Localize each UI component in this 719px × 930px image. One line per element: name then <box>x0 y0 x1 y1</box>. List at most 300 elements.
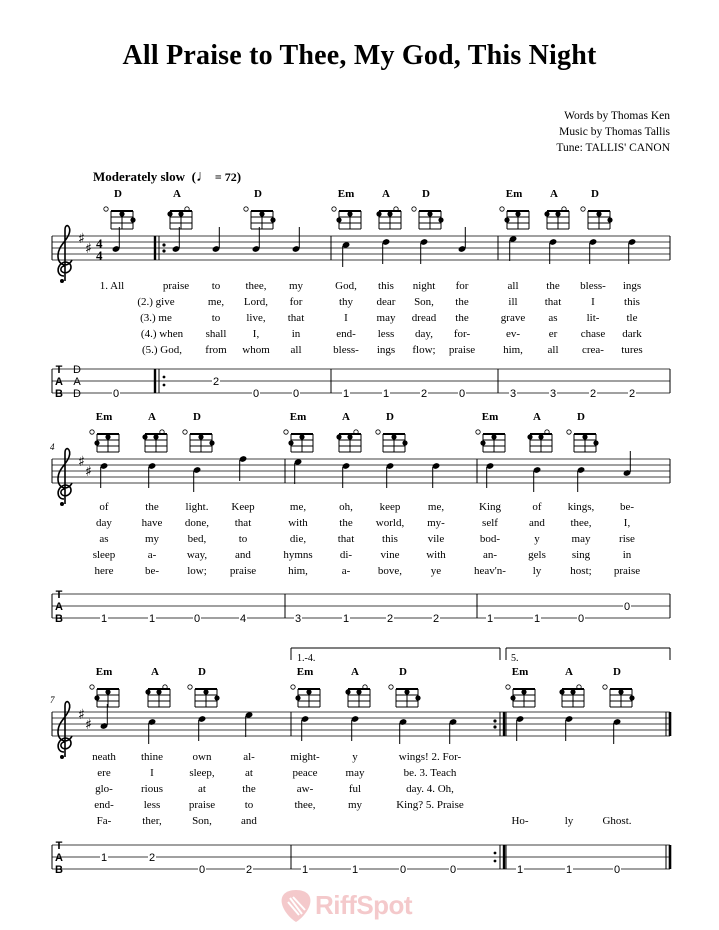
finger-dot <box>270 217 275 222</box>
tab-fret-number: 2 <box>148 852 156 864</box>
lyric-syllable: to <box>211 280 221 292</box>
logo-wordmark: RiffSpot <box>315 890 413 920</box>
lyric-syllable: world, <box>375 517 405 529</box>
lyric-syllable: (4.) when <box>140 328 184 340</box>
lyric-syllable: may <box>345 767 365 779</box>
lyric-syllable: keep <box>379 501 401 513</box>
tab-label: A <box>55 852 63 864</box>
lyric-syllable: end- <box>94 799 114 811</box>
tab-label: B <box>55 613 63 625</box>
tab-fret-number: 1 <box>565 864 573 876</box>
lyric-syllable: Son, <box>414 296 434 308</box>
lyric-syllable: praise <box>229 565 257 577</box>
sharp-icon: ♯ <box>85 241 92 257</box>
lyric-syllable: ther, <box>142 815 162 827</box>
lyric-syllable: ye <box>430 565 442 577</box>
lyric-syllable: my <box>288 280 304 292</box>
finger-dot <box>491 434 496 439</box>
finger-dot <box>504 217 509 222</box>
chord-name: Em <box>95 666 113 678</box>
open-string-marker <box>90 685 94 689</box>
open-string-name: D <box>73 364 81 376</box>
sharp-icon: ♯ <box>78 707 85 723</box>
lyric-syllable: I, <box>623 517 631 529</box>
tab-label: B <box>55 388 63 400</box>
lyric-syllable: own <box>192 751 212 763</box>
lyric-syllable: Lord, <box>243 296 269 308</box>
finger-dot <box>559 689 564 694</box>
lyric-syllable: as <box>548 312 558 324</box>
open-string-marker <box>412 207 416 211</box>
lyric-syllable: die, <box>289 533 307 545</box>
finger-dot <box>203 689 208 694</box>
tab-fret-number: 1 <box>148 613 156 625</box>
finger-dot <box>480 440 485 445</box>
song-title: All Praise to Thee, My God, This Night <box>122 40 597 71</box>
finger-dot <box>347 434 352 439</box>
lyric-syllable: all <box>507 280 519 292</box>
tab-fret-number: 0 <box>458 388 466 400</box>
lyric-syllable: y <box>534 533 540 545</box>
chord-name: A <box>533 411 541 423</box>
lyric-syllable: al- <box>243 751 255 763</box>
tab-fret-number: 1 <box>486 613 494 625</box>
lyric-syllable: Ho- <box>511 815 529 827</box>
open-string-marker <box>284 430 288 434</box>
finger-dot <box>510 695 515 700</box>
lyric-syllable: Keep <box>231 501 255 513</box>
tab-repeat-dot <box>494 860 497 863</box>
tab-label: A <box>55 376 63 388</box>
lyric-syllable: bed, <box>187 533 207 545</box>
lyric-syllable: bod- <box>479 533 501 545</box>
lyric-syllable: kings, <box>567 501 595 513</box>
tab-fret-number: 1 <box>382 388 390 400</box>
lyric-syllable: crea- <box>582 344 604 356</box>
lyric-syllable: me, <box>427 501 445 513</box>
chord-name: Em <box>296 666 314 678</box>
tab-repeat-dot <box>163 384 166 387</box>
tab-fret-number: 0 <box>623 601 631 613</box>
chord-name: A <box>148 411 156 423</box>
lyric-syllable: vine <box>380 549 400 561</box>
chord-name: D <box>386 411 394 423</box>
lyric-syllable: ings <box>622 280 642 292</box>
lyric-syllable: of <box>532 501 542 513</box>
lyric-syllable: dear <box>376 296 396 308</box>
lyric-syllable: I <box>591 296 595 308</box>
lyric-syllable: that <box>337 533 355 545</box>
chord-name: D <box>254 188 262 200</box>
finger-dot <box>402 440 407 445</box>
finger-dot <box>153 434 158 439</box>
lyric-syllable: him, <box>503 344 523 356</box>
lyric-syllable: (3.) me <box>140 312 172 324</box>
treble-clef-dot <box>60 755 64 759</box>
chord-name: D <box>198 666 206 678</box>
finger-dot <box>94 695 99 700</box>
chord-name: D <box>577 411 585 423</box>
lyric-syllable: sleep <box>92 549 116 561</box>
repeat-dot <box>162 243 165 246</box>
lyric-syllable: less <box>377 328 395 340</box>
lyric-syllable: me, <box>289 501 307 513</box>
lyric-syllable: 1. All <box>99 280 125 292</box>
chord-name: Em <box>95 411 113 423</box>
lyric-syllable: the <box>145 501 159 513</box>
lyric-syllable: dread <box>411 312 437 324</box>
finger-dot <box>582 434 587 439</box>
lyric-syllable: be- <box>144 565 160 577</box>
lyric-syllable: a- <box>147 549 157 561</box>
chord-name: A <box>342 411 350 423</box>
finger-dot <box>214 695 219 700</box>
lyric-syllable: er <box>548 328 558 340</box>
finger-dot <box>167 211 172 216</box>
tab-label: B <box>55 864 63 876</box>
system-3 <box>50 666 670 876</box>
lyric-syllable: hymns <box>283 549 313 561</box>
lyric-syllable: thy <box>338 296 354 308</box>
finger-dot <box>427 211 432 216</box>
finger-dot <box>209 440 214 445</box>
finger-dot <box>538 434 543 439</box>
finger-dot <box>145 689 150 694</box>
lyric-syllable: for- <box>453 328 471 340</box>
tab-fret-number: 2 <box>212 376 220 388</box>
treble-clef-icon <box>58 226 72 281</box>
tab-fret-number: 0 <box>112 388 120 400</box>
tempo-marking: Moderately slow (♩ = 72) <box>93 168 242 185</box>
tab-fret-number: 0 <box>399 864 407 876</box>
lyric-syllable: might- <box>290 751 320 763</box>
lyric-syllable: may <box>376 312 396 324</box>
riffspot-logo <box>279 888 449 928</box>
tab-fret-number: 1 <box>301 864 309 876</box>
tab-fret-number: 3 <box>294 613 302 625</box>
chord-name: D <box>193 411 201 423</box>
finger-dot <box>555 211 560 216</box>
lyric-syllable: glo- <box>95 783 113 795</box>
chord-name: A <box>351 666 359 678</box>
tab-fret-number: 3 <box>549 388 557 400</box>
open-string-marker <box>567 430 571 434</box>
lyric-syllable: ev- <box>505 328 521 340</box>
lyric-syllable: (2.) give <box>137 296 175 308</box>
lyric-syllable: whom <box>242 344 270 356</box>
lyric-syllable: be. 3. Teach <box>403 767 457 779</box>
lyric-syllable: to <box>238 533 248 545</box>
finger-dot <box>596 211 601 216</box>
treble-clef-dot <box>60 279 64 283</box>
lyric-syllable: that <box>287 312 305 324</box>
finger-dot <box>336 217 341 222</box>
lyric-syllable: I, <box>252 328 260 340</box>
finger-dot <box>94 440 99 445</box>
open-string-name: A <box>73 376 81 388</box>
lyric-syllable: my <box>144 533 160 545</box>
lyric-syllable: the <box>339 517 353 529</box>
sharp-icon: ♯ <box>85 464 92 480</box>
system-2 <box>50 411 670 625</box>
lyric-syllable: ill <box>508 296 518 308</box>
lyric-syllable: dark <box>622 328 642 340</box>
finger-dot <box>376 211 381 216</box>
chord-name: A <box>565 666 573 678</box>
lyric-syllable: at <box>198 783 206 795</box>
tab-repeat-dot <box>494 852 497 855</box>
music-credit: Music by Thomas Tallis <box>559 126 670 138</box>
tab-fret-number: 2 <box>245 864 253 876</box>
lyric-syllable: ly <box>564 815 574 827</box>
lyric-syllable: this <box>624 296 640 308</box>
finger-dot <box>105 434 110 439</box>
repeat-dot <box>162 249 165 252</box>
chord-name: Em <box>505 188 523 200</box>
measure-number: 4 <box>50 442 55 452</box>
lyric-syllable: end- <box>336 328 356 340</box>
lyric-syllable: day, <box>415 328 433 340</box>
finger-dot <box>306 689 311 694</box>
lyric-syllable: me, <box>207 296 225 308</box>
lyric-syllable: day <box>96 517 112 529</box>
lyric-syllable: ere <box>97 767 111 779</box>
finger-dot <box>629 695 634 700</box>
chord-name: A <box>151 666 159 678</box>
tab-fret-number: 1 <box>100 852 108 864</box>
lyric-syllable: sleep, <box>189 767 215 779</box>
lyric-syllable: have <box>141 517 163 529</box>
finger-dot <box>130 217 135 222</box>
lyric-syllable: self <box>482 517 498 529</box>
finger-dot <box>142 434 147 439</box>
measure-number: 7 <box>50 695 55 705</box>
lyric-syllable: gels <box>528 549 546 561</box>
lyric-syllable: heav'n- <box>474 565 506 577</box>
open-string-marker <box>376 430 380 434</box>
lyric-syllable: with <box>288 517 308 529</box>
lyric-syllable: an- <box>482 549 498 561</box>
open-string-marker <box>603 685 607 689</box>
finger-dot <box>515 211 520 216</box>
lyric-syllable: wings! 2. For- <box>398 751 462 763</box>
tab-label: T <box>55 364 63 376</box>
lyric-syllable: live, <box>246 312 266 324</box>
time-signature-bottom: 4 <box>96 248 103 263</box>
lyric-syllable: my- <box>427 517 445 529</box>
quarter-note-icon: ♩ <box>195 168 212 185</box>
tune-credit: Tune: TALLIS' CANON <box>556 142 670 154</box>
open-string-marker <box>244 207 248 211</box>
lyric-syllable: to <box>244 799 254 811</box>
tab-fret-number: 2 <box>628 388 636 400</box>
finger-dot <box>415 695 420 700</box>
chord-name: Em <box>511 666 529 678</box>
lyric-syllable: to <box>211 312 221 324</box>
finger-dot <box>347 211 352 216</box>
tab-fret-number: 1 <box>100 613 108 625</box>
lyric-syllable: Son, <box>192 815 212 827</box>
tab-fret-number: 1 <box>351 864 359 876</box>
sharp-icon: ♯ <box>78 454 85 470</box>
open-string-marker <box>332 207 336 211</box>
lyric-syllable: y <box>352 751 358 763</box>
finger-dot <box>593 440 598 445</box>
tab-fret-number: 0 <box>198 864 206 876</box>
lyric-syllable: day. 4. Oh, <box>406 783 454 795</box>
treble-clef-icon <box>58 449 72 504</box>
finger-dot <box>178 211 183 216</box>
lyric-syllable: the <box>242 783 256 795</box>
lyric-syllable: vile <box>427 533 445 545</box>
tab-label: T <box>55 840 63 852</box>
chord-name: D <box>399 666 407 678</box>
lyric-syllable: Fa- <box>96 815 112 827</box>
words-credit: Words by Thomas Ken <box>564 110 670 122</box>
lyric-syllable: at <box>245 767 253 779</box>
lyric-syllable: I <box>150 767 154 779</box>
lyric-syllable: praise <box>188 799 216 811</box>
lyric-syllable: Ghost. <box>602 815 632 827</box>
lyric-syllable: lit- <box>586 312 600 324</box>
lyric-syllable: tle <box>626 312 638 324</box>
lyric-syllable: the <box>455 312 469 324</box>
repeat-dot <box>493 725 496 728</box>
volta-second-label: 5. <box>511 653 519 664</box>
lyric-syllable: (5.) God, <box>141 344 183 356</box>
tab-fret-number: 0 <box>577 613 585 625</box>
chord-name: D <box>114 188 122 200</box>
finger-dot <box>618 689 623 694</box>
lyric-syllable: of <box>99 501 109 513</box>
chord-name: A <box>173 188 181 200</box>
volta-first-label: 1.-4. <box>297 653 316 664</box>
finger-dot <box>521 689 526 694</box>
lyric-syllable: chase <box>580 328 606 340</box>
lyric-syllable: host; <box>570 565 592 577</box>
finger-dot <box>387 211 392 216</box>
lyric-syllable: sing <box>571 549 591 561</box>
lyric-syllable: flow; <box>412 344 436 356</box>
tab-fret-number: 1 <box>342 613 350 625</box>
open-string-marker <box>291 685 295 689</box>
lyric-syllable: oh, <box>339 501 353 513</box>
finger-dot <box>295 695 300 700</box>
lyric-syllable: may <box>571 533 591 545</box>
lyric-syllable: all <box>290 344 302 356</box>
lyric-syllable: light. <box>185 501 209 513</box>
tab-fret-number: 0 <box>252 388 260 400</box>
tab-fret-number: 3 <box>509 388 517 400</box>
chord-name: A <box>550 188 558 200</box>
lyric-syllable: thee, <box>570 517 592 529</box>
chord-name: D <box>422 188 430 200</box>
finger-dot <box>570 689 575 694</box>
tempo-text: Moderately slow <box>93 169 186 184</box>
lyric-syllable: less <box>143 799 161 811</box>
lyric-syllable: him, <box>288 565 308 577</box>
lyric-syllable: here <box>94 565 114 577</box>
open-string-marker <box>389 685 393 689</box>
lyric-syllable: rious <box>141 783 163 795</box>
lyric-syllable: tures <box>621 344 643 356</box>
tab-fret-number: 2 <box>432 613 440 625</box>
lyric-syllable: neath <box>92 751 116 763</box>
lyric-syllable: rise <box>619 533 635 545</box>
open-string-marker <box>183 430 187 434</box>
lyric-syllable: from <box>205 344 227 356</box>
lyric-syllable: in <box>622 549 632 561</box>
sharp-icon: ♯ <box>78 231 85 247</box>
lyric-syllable: my <box>347 799 363 811</box>
volta-brackets <box>291 648 670 664</box>
lyric-syllable: aw- <box>296 783 314 795</box>
lyric-syllable: thine <box>141 751 163 763</box>
lyric-syllable: with <box>426 549 446 561</box>
lyric-syllable: way, <box>186 549 208 561</box>
chord-name: A <box>382 188 390 200</box>
finger-dot <box>404 689 409 694</box>
lyric-syllable: thee, <box>294 799 316 811</box>
guitar-pick-icon <box>279 888 313 924</box>
finger-dot <box>527 434 532 439</box>
open-string-marker <box>104 207 108 211</box>
lyric-syllable: that <box>544 296 562 308</box>
finger-dot <box>156 689 161 694</box>
tab-fret-number: 0 <box>292 388 300 400</box>
finger-dot <box>299 434 304 439</box>
tab-fret-number: 2 <box>589 388 597 400</box>
open-string-marker <box>476 430 480 434</box>
lyric-syllable: ings <box>376 344 396 356</box>
finger-dot <box>198 434 203 439</box>
finger-dot <box>356 689 361 694</box>
repeat-dot <box>493 719 496 722</box>
finger-dot <box>544 211 549 216</box>
tab-fret-number: 2 <box>386 613 394 625</box>
tab-repeat-dot <box>163 376 166 379</box>
open-string-marker <box>581 207 585 211</box>
lyric-syllable: be- <box>619 501 635 513</box>
open-string-marker <box>90 430 94 434</box>
finger-dot <box>345 689 350 694</box>
lyric-syllable: praise <box>613 565 641 577</box>
lyric-syllable: for <box>455 280 469 292</box>
finger-dot <box>391 434 396 439</box>
tab-fret-number: 0 <box>613 864 621 876</box>
lyric-syllable: bless- <box>333 344 359 356</box>
tab-fret-number: 1 <box>516 864 524 876</box>
lyric-syllable: grave <box>500 312 526 324</box>
tab-fret-number: 0 <box>449 864 457 876</box>
finger-dot <box>105 689 110 694</box>
lyric-syllable: King? 5. Praise <box>396 799 464 811</box>
finger-dot <box>607 217 612 222</box>
tab-fret-number: 2 <box>420 388 428 400</box>
lyric-syllable: low; <box>187 565 207 577</box>
lyric-syllable: ly <box>532 565 542 577</box>
tab-fret-number: 0 <box>193 613 201 625</box>
tab-fret-number: 1 <box>533 613 541 625</box>
open-string-marker <box>506 685 510 689</box>
lyric-syllable: a- <box>341 565 351 577</box>
treble-clef-icon <box>58 702 72 757</box>
lyric-syllable: di- <box>339 549 353 561</box>
lyric-syllable: and <box>241 815 257 827</box>
chord-name: Em <box>337 188 355 200</box>
lyric-syllable: that <box>234 517 252 529</box>
lyric-syllable: I <box>344 312 348 324</box>
